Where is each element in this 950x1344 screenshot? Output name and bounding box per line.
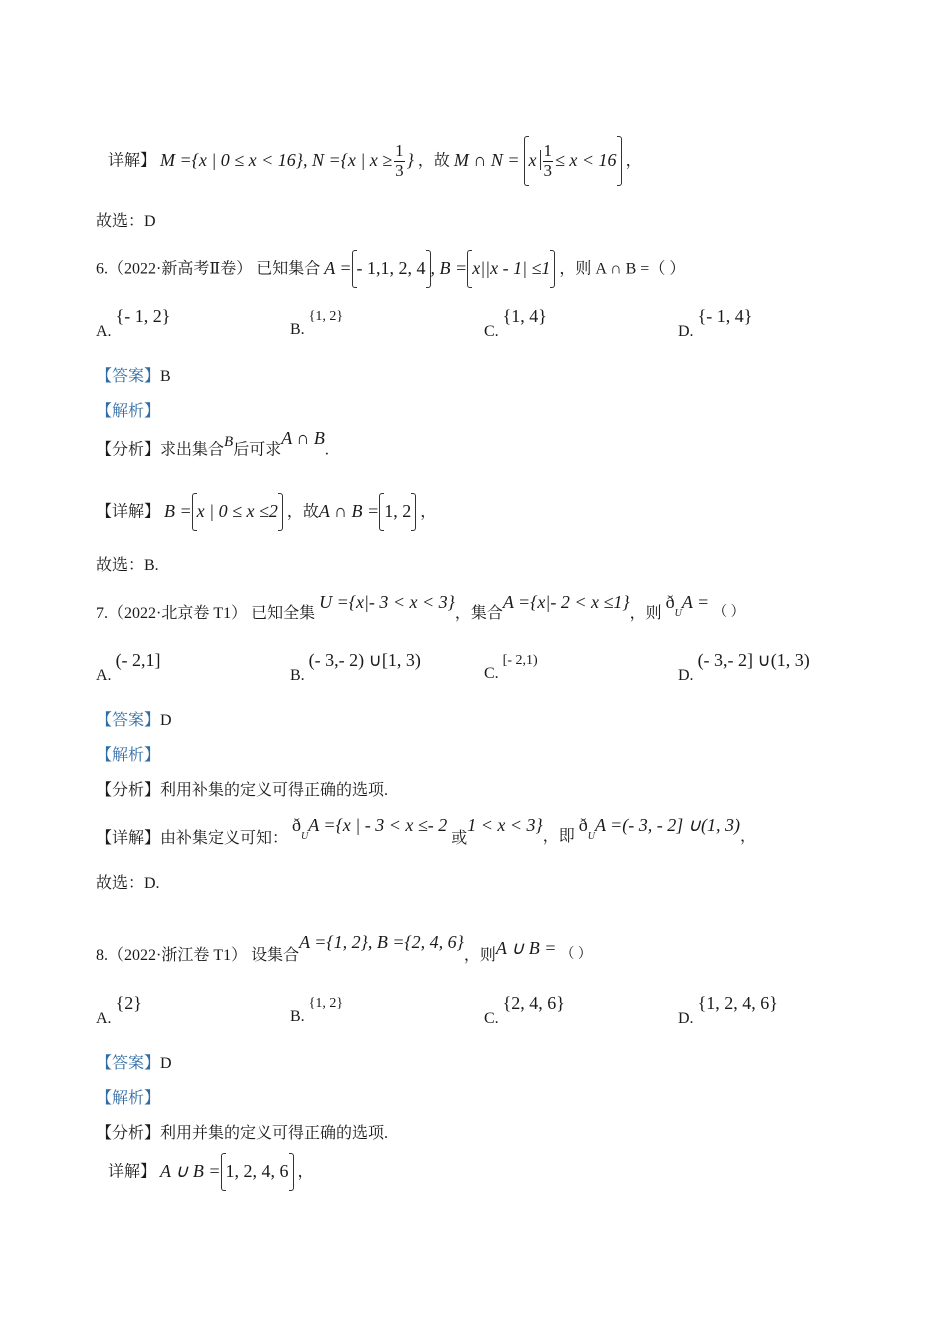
q5-detail-math1: M ={x | 0 ≤ x < 16}, N ={x | x ≥ — [160, 150, 393, 171]
q8-stem-prefix: 8.（2022·浙江卷 T1） 设集合 — [96, 947, 300, 964]
q6-stem-setB: x||x - 1| ≤1 — [472, 258, 551, 279]
q6-stem — [96, 250, 685, 288]
q6-detail-label: 【详解】 — [96, 503, 161, 521]
q7-option-d-letter: D. — [678, 667, 694, 684]
q6-option-d-value: {- 1, 4} — [697, 306, 753, 326]
q7-fenxi-text: 利用补集的定义可得正确的选项. — [160, 782, 389, 799]
q6-detail-set2-right — [411, 493, 416, 531]
q8-option-c — [484, 993, 565, 1027]
q6-option-c-value: {1, 4} — [502, 306, 547, 326]
q7-option-c-value: [- 2,1) — [502, 653, 538, 668]
q7-option-a-letter: A. — [96, 667, 112, 684]
q7-option-a-value: (- 2,1] — [115, 650, 161, 670]
q7-option-c-letter: C. — [484, 665, 499, 682]
q8-detail-label: 详解】 — [108, 1163, 157, 1181]
q8-option-b-letter: B. — [290, 1008, 305, 1025]
q5-frac-den: 3 — [395, 160, 404, 180]
q5-choice: 故选：D — [96, 213, 156, 230]
q7-detail-sub2: U — [587, 831, 595, 842]
q8-fenxi — [96, 1124, 388, 1143]
q7-option-b-value: (- 3,- 2) ∪[1, 3) — [308, 650, 421, 670]
q8-option-a-letter: A. — [96, 1010, 112, 1027]
q6-detail-math1: B = — [164, 501, 192, 522]
q5-detail-math2: M ∩ N = — [453, 150, 520, 171]
q8-detail-set: 1, 2, 4, 6 — [225, 1161, 289, 1182]
q7-detail-or: 或 — [451, 830, 468, 847]
q7-detail-comp2: ð — [578, 815, 588, 835]
q5-inner-rest: ≤ x < 16 — [555, 150, 617, 171]
q5-detail-mid: ，故 — [417, 152, 450, 170]
q8-option-c-letter: C. — [484, 1010, 499, 1027]
q7-detail-mid: ，即 — [542, 828, 575, 845]
q5-inner-fraction — [543, 142, 554, 180]
q6-stem-mathB: , B = — [430, 258, 468, 279]
q6-detail — [96, 493, 436, 531]
q7-stem-U: U ={x|- 3 < x < 3} — [319, 592, 455, 612]
q7-choice: 故选：D. — [96, 875, 160, 892]
q7-option-b — [290, 650, 421, 684]
q7-stem — [96, 592, 745, 622]
q6-answer-value: B — [160, 368, 171, 385]
q8-analysis-label: 【解析】 — [96, 1090, 161, 1107]
q7-stem-compA: A = — [681, 592, 710, 612]
q6-stem-prefix: 6.（2022·新高考Ⅱ卷） 已知集合 — [96, 260, 321, 278]
q6-detail-set2: 1, 2 — [384, 501, 412, 522]
q8-answer-value: D — [160, 1055, 172, 1072]
q7-analysis-label: 【解析】 — [96, 747, 161, 764]
q6-option-a — [96, 306, 171, 340]
q6-stem-setA: - 1,1, 2, 4 — [356, 258, 426, 279]
q7-stem-A: A ={x|- 2 < x ≤1} — [502, 592, 630, 612]
q8-option-a — [96, 993, 142, 1027]
q8-answer-label: 【答案】 — [96, 1055, 161, 1072]
q7-detail-text: 由补集定义可知： — [160, 830, 289, 847]
q6-option-a-letter: A. — [96, 323, 112, 340]
q6-detail-set1-right — [278, 493, 283, 531]
q6-stem-mathA: A = — [324, 258, 352, 279]
q6-option-c-letter: C. — [484, 323, 499, 340]
q8-option-d-letter: D. — [678, 1010, 694, 1027]
q6-option-b-letter: B. — [290, 321, 305, 338]
q5-left-brace — [524, 136, 529, 186]
q8-fenxi-text: 利用并集的定义可得正确的选项. — [160, 1125, 389, 1142]
q6-fenxi-label: 【分析】 — [96, 441, 161, 459]
q7-stem-comp: ð — [665, 592, 675, 612]
q6-option-b — [290, 306, 344, 338]
q6-option-c — [484, 306, 547, 340]
q7-stem-then: ，则 — [629, 605, 662, 622]
q6-detail-set1: x | 0 ≤ x ≤2 — [196, 501, 278, 522]
q7-stem-paren: （ ） — [713, 605, 745, 620]
q6-option-b-value: {1, 2} — [308, 309, 344, 324]
q6-choice: 故选：B. — [96, 557, 159, 574]
q6-answer-label: 【答案】 — [96, 368, 161, 385]
q8-fenxi-label: 【分析】 — [96, 1125, 161, 1142]
q8-answer — [96, 1054, 172, 1073]
q8-option-a-value: {2} — [115, 993, 142, 1013]
q6-fenxi-AB: A ∩ B — [281, 428, 325, 448]
q7-stem-U-sub: U — [674, 608, 682, 619]
q5-detail-label: 详解】 — [108, 152, 157, 170]
q6-analysis-label: 【解析】 — [96, 403, 161, 420]
q6-fenxi-b: 后可求 — [233, 441, 282, 459]
q7-fenxi — [96, 781, 388, 800]
q7-detail-sub: U — [301, 831, 309, 842]
q7-stem-mid: ，集合 — [454, 605, 503, 622]
q8-option-b — [290, 993, 344, 1025]
q6-fenxi-a: 求出集合 — [160, 441, 225, 459]
q6-option-a-value: {- 1, 2} — [115, 306, 171, 326]
q7-detail-math1: A ={x | - 3 < x ≤- 2 — [308, 815, 448, 835]
q7-option-d-value: (- 3,- 2] ∪(1, 3) — [697, 650, 810, 670]
q8-stem-then: ，则 — [463, 947, 496, 964]
q6-detail-math2: A ∩ B = — [318, 501, 380, 522]
q5-detail-close: } — [406, 150, 414, 171]
q7-stem-prefix: 7.（2022·北京卷 T1） 已知全集 — [96, 605, 316, 622]
q7-answer-label: 【答案】 — [96, 712, 161, 729]
q5-detail-line — [108, 136, 642, 186]
q7-detail-math2: 1 < x < 3} — [467, 815, 543, 835]
q7-option-a — [96, 650, 161, 684]
q7-option-b-letter: B. — [290, 667, 305, 684]
q5-frac-num: 1 — [395, 140, 404, 160]
q5-inner-frac-num: 1 — [543, 140, 553, 160]
q8-option-d-value: {1, 2, 4, 6} — [697, 993, 778, 1013]
q6-detail-mid: ，故 — [286, 503, 319, 521]
q7-detail-math3: A =(- 3, - 2] ∪(1, 3) — [594, 815, 740, 835]
q6-setB-right — [550, 250, 555, 288]
q7-detail-comp: ð — [292, 815, 302, 835]
q7-answer-value: D — [160, 712, 172, 729]
q7-option-d — [678, 650, 810, 684]
q5-right-brace — [617, 136, 622, 186]
q6-option-d — [678, 306, 753, 340]
q5-inner-x: x — [529, 150, 541, 170]
q8-option-d — [678, 993, 778, 1027]
q6-answer — [96, 367, 171, 386]
q8-detail — [108, 1153, 314, 1191]
q6-fenxi-end: . — [324, 441, 329, 459]
q5-fraction — [394, 142, 405, 180]
q7-option-c — [484, 650, 538, 682]
q7-answer — [96, 711, 172, 730]
q7-detail-end: ， — [739, 828, 756, 845]
q8-detail-end: ， — [297, 1163, 314, 1181]
q5-detail-end: ， — [625, 152, 642, 170]
q8-option-c-value: {2, 4, 6} — [502, 993, 565, 1013]
q8-stem-union: A ∪ B = — [495, 938, 557, 958]
q6-fenxi — [96, 428, 329, 460]
q5-inner-frac-den: 3 — [543, 160, 553, 180]
q7-fenxi-label: 【分析】 — [96, 782, 161, 799]
q6-option-d-letter: D. — [678, 323, 694, 340]
q8-option-b-value: {1, 2} — [308, 996, 344, 1011]
q8-detail-math: A ∪ B = — [160, 1161, 221, 1182]
q8-detail-set-right — [289, 1153, 294, 1191]
q7-detail — [96, 815, 756, 847]
q6-fenxi-B: B — [224, 434, 234, 450]
q6-stem-suffix: ，则 A ∩ B =（ ） — [559, 260, 686, 278]
q8-stem-paren: （ ） — [560, 947, 592, 962]
q8-stem-math: A ={1, 2}, B ={2, 4, 6} — [299, 932, 464, 952]
q7-detail-label: 【详解】 — [96, 830, 161, 847]
q8-stem — [96, 932, 592, 964]
q6-detail-end: ， — [420, 503, 437, 521]
